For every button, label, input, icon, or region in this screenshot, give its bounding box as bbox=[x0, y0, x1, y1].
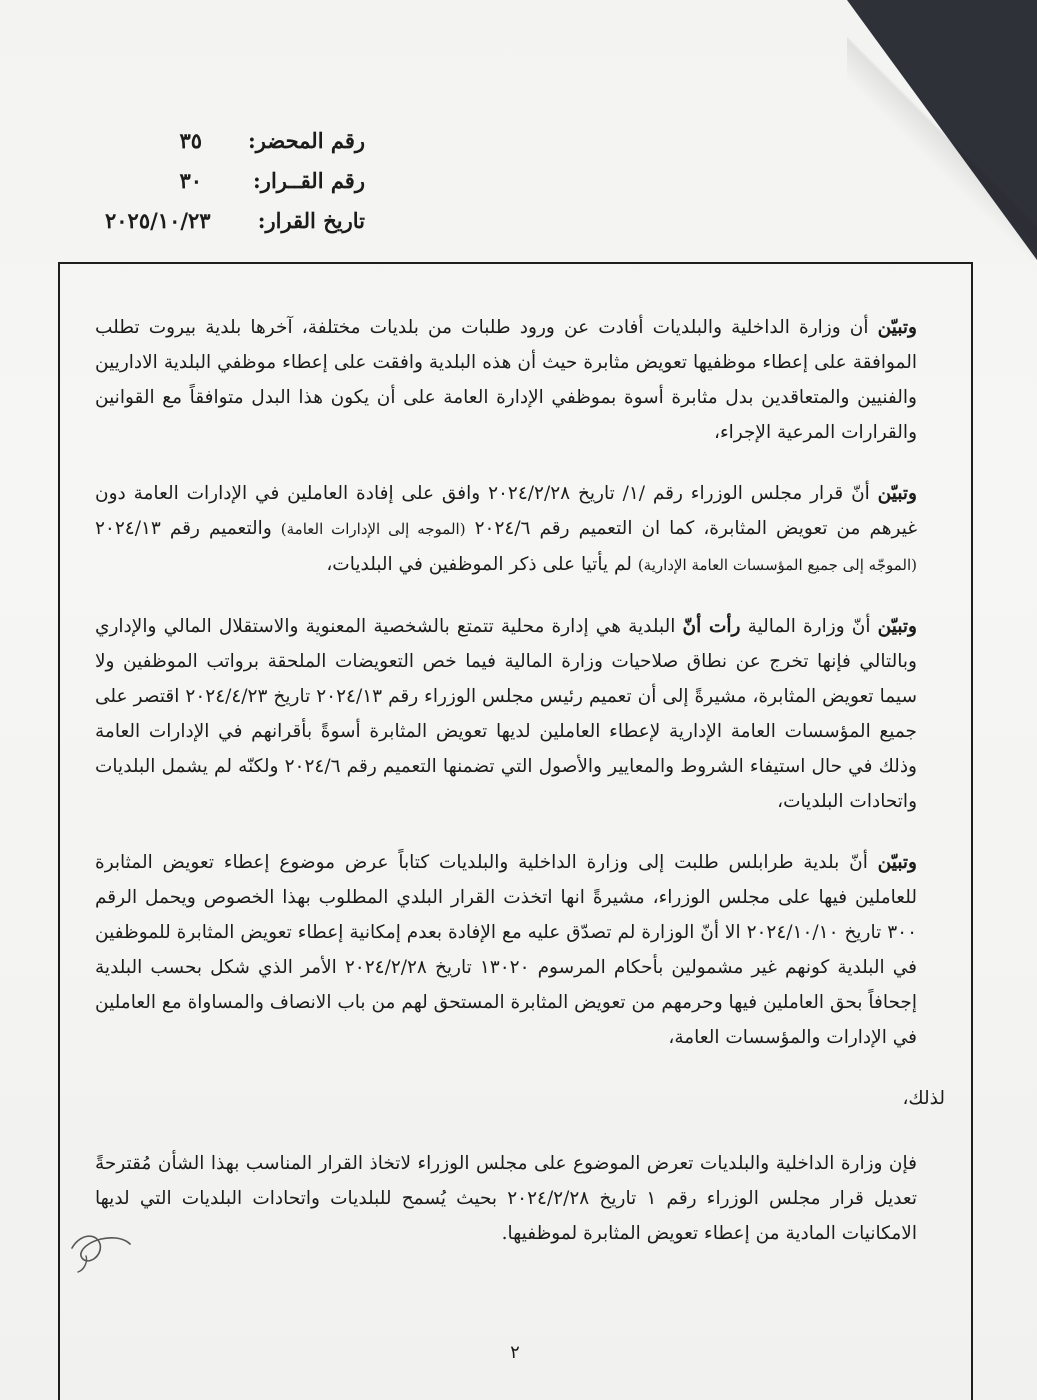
page-corner-shade bbox=[847, 0, 1037, 260]
paragraph-2 bbox=[95, 476, 945, 583]
paragraph-3-bold: رأت أنّ bbox=[682, 616, 741, 637]
paragraph-2-text-2: والتعميم رقم ٢٠٢٤/١٣ bbox=[95, 518, 281, 539]
decision-number-row bbox=[105, 168, 365, 208]
paragraph-1-lead: وتبيّن bbox=[877, 317, 917, 338]
paragraph-2-lead: وتبيّن bbox=[877, 483, 917, 504]
conclusion-paragraph: فإن وزارة الداخلية والبلديات تعرض الموضوع على مجلس الوزراء لاتخاذ القرار المناسب بهذا الشأن مُقترحةً تعديل قرار مجلس الوزراء رقم ١ تاريخ ٢٠٢٤/٢/٢٨ بحيث يُسمح للبلديات واتحادات البلديات التي لديها الامكانيات المادية من إعطاء تعويض المثابرة لموظفيها. bbox=[95, 1153, 917, 1244]
paragraph-2-note-2: (الموجّه إلى جميع المؤسسات العامة الإدارية) bbox=[637, 556, 917, 574]
paragraph-2-note-1: (الموجه إلى الإدارات العامة) bbox=[280, 520, 466, 538]
paragraph-3-lead: وتبيّن bbox=[877, 616, 917, 637]
paragraph-3-text-1: أنّ وزارة المالية bbox=[740, 616, 878, 637]
decision-number-value: ٣٠ bbox=[179, 168, 202, 193]
paragraph-3-text-2: البلدية هي إدارة محلية تتمتع بالشخصية المعنوية والاستقلال المالي والإداري وبالتالي فإنها تخرج عن نطاق صلاحيات وزارة المالية فيما خص التعويضات الملحقة برواتب الموظفين ولا سيما تعويض المثابرة، مشيرةً إلى أن تعميم رئيس مجلس الوزراء رقم ٢٠٢٤/١٣ تاريخ ٢٠٢٤/٤/٢٣ اقتصر على جميع المؤسسات العامة الإدارية لإعطاء العاملين لديها تعويض المثابرة أسوةً بأقرانهم في الإدارات العامة وذلك في حال استيفاء الشروط والمعايير والأصول التي تضمنها التعميم رقم ٢٠٢٤/٦ ولكنّه لم يشمل البلديات واتحادات البلديات، bbox=[95, 616, 917, 812]
paragraph-2-text-1: أنّ قرار مجلس الوزراء رقم /١/ تاريخ ٢٠٢٤/٢/٢٨ وافق على إفادة العاملين في الإدارات العامة دون غيرهم من تعويض المثابرة، كما ان التعميم رقم ٢٠٢٤/٦ bbox=[95, 483, 917, 539]
paragraph-2-text-3: لم يأتيا على ذكر الموظفين في البلديات، bbox=[326, 554, 638, 575]
paragraph-1 bbox=[95, 310, 945, 450]
paragraph-4-text: أنّ بلدية طرابلس طلبت إلى وزارة الداخلية والبلديات كتاباً عرض موضوع إعطاء تعويض المثابرة للعاملين فيها على مجلس الوزراء، مشيرةً انها اتخذت القرار البلدي المطلوب بهذا الخصوص ويحمل الرقم ٣٠٠ تاريخ ٢٠٢٤/١٠/١٠ الا أنّ الوزارة لم تصدّق عليه مع الإفادة بعدم إمكانية إعطاء تعويض المثابرة للموظفين في البلدية كونهم غير مشمولين بأحكام المرسوم ١٣٠٢٠ تاريخ ٢٠٢٤/٢/٢٨ الأمر الذي شكل بحسب البلدية إجحافاً بحق العاملين فيها وحرمهم من تعويض المثابرة المستحق لهم من باب الانصاف والمساواة مع العاملين في الإدارات والمؤسسات العامة، bbox=[95, 852, 918, 1048]
minutes-number-value: ٣٥ bbox=[179, 128, 202, 153]
decision-metadata bbox=[105, 128, 365, 248]
decision-date-value: ٢٠٢٥/١٠/٢٣ bbox=[105, 208, 211, 233]
therefore-label: لذلك، bbox=[902, 1088, 945, 1109]
paragraph-1-text: أن وزارة الداخلية والبلديات أفادت عن ورود طلبات من بلديات مختلفة، آخرها بلدية بيروت تطلب الموافقة على إعطاء موظفيها تعويض مثابرة حيث أن هذه البلدية وافقت على إعطاء موظفي البلدية الاداريين والفنيين والمتعاقدين بدل مثابرة أسوة بموظفي الإدارة العامة على أن يكون هذا البدل متوافقاً مع القوانين والقرارات المرعية الإجراء، bbox=[95, 317, 917, 443]
paragraph-4 bbox=[95, 845, 945, 1055]
signature-mark bbox=[66, 1222, 136, 1274]
paragraph-3 bbox=[95, 609, 945, 819]
minutes-number-label: رقم المحضر: bbox=[248, 128, 365, 153]
page-number: ٢ bbox=[510, 1342, 520, 1363]
document-body bbox=[95, 310, 945, 1251]
minutes-number-row bbox=[105, 128, 365, 168]
decision-date-label: تاريخ القرار: bbox=[257, 208, 365, 233]
paragraph-4-lead: وتبيّن bbox=[877, 852, 917, 873]
decision-number-label: رقم القــرار: bbox=[253, 168, 365, 193]
decision-date-row bbox=[105, 208, 365, 248]
